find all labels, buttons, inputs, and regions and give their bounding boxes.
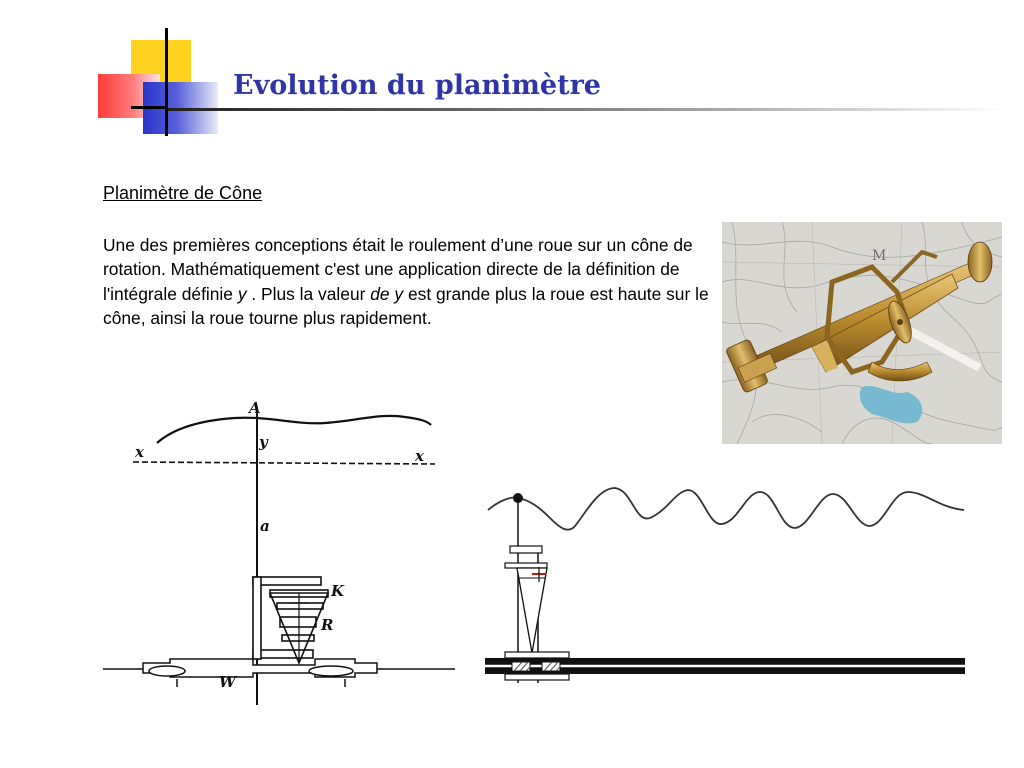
wave-curve — [488, 488, 964, 530]
svg-text:M: M — [872, 248, 887, 264]
paragraph-text-1: Une des premières conceptions était le roulement d’une roue sur un cône de rotation. Mathématiquement c'est une application directe de la définition de l'intégrale définie — [103, 235, 693, 304]
decor-vertical-line — [165, 28, 168, 136]
label-x-right: x — [415, 447, 424, 465]
label-y: y — [259, 433, 268, 451]
label-R: R — [321, 616, 334, 634]
planimeter-photo — [722, 222, 1002, 444]
cone-planimeter-diagram — [95, 395, 455, 715]
paragraph-text-3: est grande plus la roue est haute sur le cône, ainsi la roue tourne plus rapidement. — [103, 283, 709, 329]
x-axis-dashed — [133, 462, 435, 464]
paragraph-text-2: . Plus la valeur — [246, 283, 371, 304]
arm-top — [510, 546, 542, 553]
decor-horizontal-line — [131, 106, 165, 109]
section-heading: Planimètre de Cône — [103, 183, 263, 203]
cone-wheel-schematic — [480, 478, 970, 688]
paragraph-variable-de-y: de y — [370, 283, 404, 304]
curve — [157, 416, 431, 443]
label-W: W — [219, 673, 236, 691]
paragraph-variable-y: y — [237, 283, 247, 304]
label-A: A — [249, 399, 261, 417]
label-x-left: x — [135, 443, 144, 461]
title-underline-rule — [168, 108, 1006, 111]
cone-triangle — [517, 568, 547, 653]
slide-title: Evolution du planimètre — [233, 70, 601, 101]
label-a: a — [260, 517, 270, 535]
carriage-top-bar — [253, 577, 321, 585]
label-K: K — [331, 582, 345, 600]
body-paragraph — [103, 233, 713, 331]
